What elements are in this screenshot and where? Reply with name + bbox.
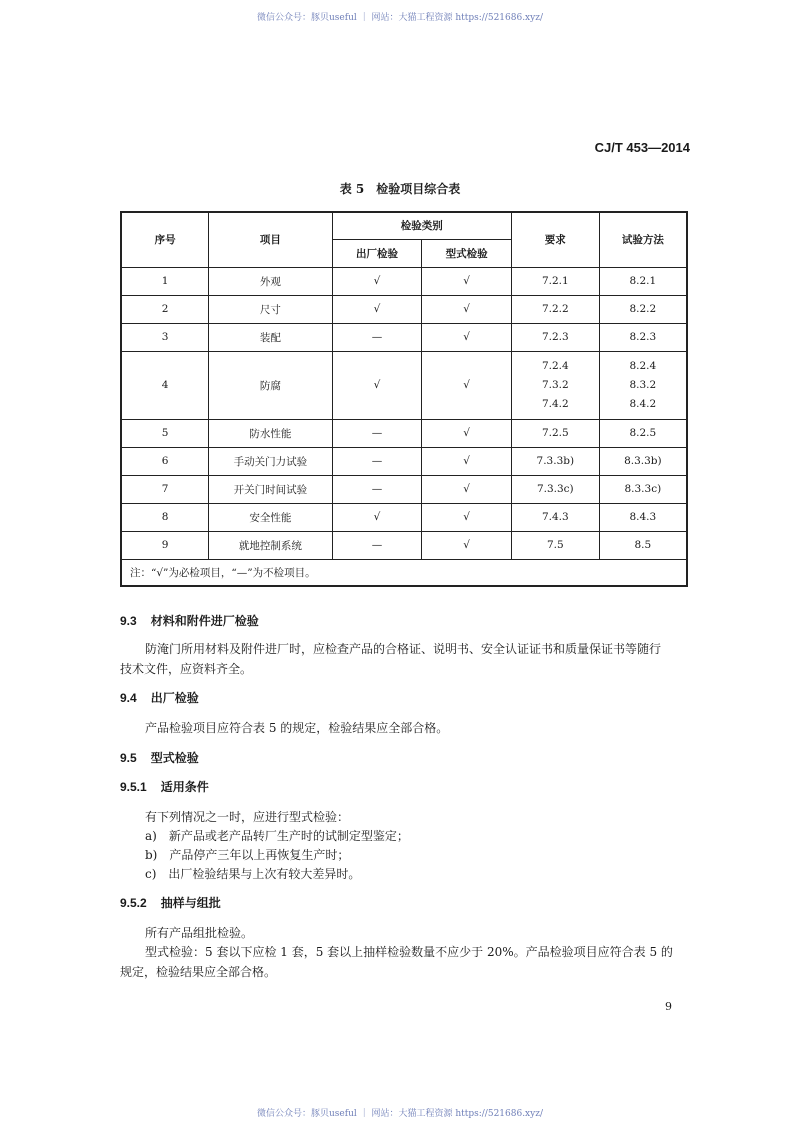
paragraph: 规定，检验结果应全部合格。: [120, 965, 277, 979]
cell-req: 7.2.4 7.3.2 7.4.2: [511, 351, 599, 419]
cell-req: 7.2.1: [511, 267, 599, 295]
table-row: [121, 475, 687, 503]
cell-method: 8.2.4 8.3.2 8.4.2: [599, 351, 687, 419]
page-number: 9: [665, 1000, 672, 1013]
section-9-5-heading: 9.5 型式检验: [120, 751, 199, 765]
cell-method: 8.2.1: [599, 267, 687, 295]
header-category: 检验类别: [332, 212, 511, 239]
cell-method: 8.2.2: [599, 295, 687, 323]
paragraph: 产品检验项目应符合表 5 的规定，检验结果应全部合格。: [145, 721, 449, 735]
cell-type: √: [422, 531, 512, 559]
cell-factory: √: [332, 267, 422, 295]
cell-req: 7.4.3: [511, 503, 599, 531]
cell-type: √: [422, 447, 512, 475]
header-req: 要求: [511, 212, 599, 267]
cell-req: 7.2.3: [511, 323, 599, 351]
cell-item: 防水性能: [209, 419, 332, 447]
cell-type: √: [422, 295, 512, 323]
cell-req: 7.5: [511, 531, 599, 559]
cell-method: 8.4.3: [599, 503, 687, 531]
table-row: [121, 531, 687, 559]
table-row: [121, 419, 687, 447]
cell-type: √: [422, 323, 512, 351]
cell-factory: —: [332, 531, 422, 559]
header-item: 项目: [209, 212, 332, 267]
inspection-table: [120, 211, 688, 587]
table-title: 表 5 检验项目综合表: [339, 182, 461, 196]
cell-no: 1: [121, 267, 209, 295]
cell-req: 7.3.3b): [511, 447, 599, 475]
standard-code: CJ/T 453—2014: [594, 140, 690, 155]
table-row: [121, 351, 687, 419]
cell-factory: —: [332, 475, 422, 503]
watermark-bottom: 微信公众号：豚贝useful ｜ 网站：大猫工程资源 https://521686.xyz/: [257, 1109, 543, 1119]
header-no: 序号: [121, 212, 209, 267]
cell-no: 8: [121, 503, 209, 531]
cell-no: 4: [121, 351, 209, 419]
cell-type: √: [422, 475, 512, 503]
cell-method: 8.5: [599, 531, 687, 559]
paragraph: 技术文件，应资料齐全。: [120, 662, 253, 676]
table-row: [121, 447, 687, 475]
table-row: [121, 267, 687, 295]
cell-req: 7.3.3c): [511, 475, 599, 503]
cell-factory: —: [332, 323, 422, 351]
cell-factory: —: [332, 447, 422, 475]
cell-no: 2: [121, 295, 209, 323]
header-method: 试验方法: [599, 212, 687, 267]
cell-no: 3: [121, 323, 209, 351]
cell-no: 7: [121, 475, 209, 503]
cell-item: 尺寸: [209, 295, 332, 323]
table-row: [121, 323, 687, 351]
cell-no: 9: [121, 531, 209, 559]
cell-method: 8.2.5: [599, 419, 687, 447]
section-9-3-heading: 9.3 材料和附件进厂检验: [120, 614, 259, 628]
cell-item: 防腐: [209, 351, 332, 419]
cell-no: 5: [121, 419, 209, 447]
cell-item: 手动关门力试验: [209, 447, 332, 475]
cell-type: √: [422, 419, 512, 447]
cell-factory: √: [332, 503, 422, 531]
cell-item: 就地控制系统: [209, 531, 332, 559]
table-row: [121, 503, 687, 531]
cell-item: 安全性能: [209, 503, 332, 531]
cell-method: 8.2.3: [599, 323, 687, 351]
paragraph: 型式检验：5 套以下应检 1 套，5 套以上抽样检验数量不应少于 20%。产品检验项目应符合表 5 的: [145, 945, 673, 959]
header-type: 型式检验: [422, 239, 512, 267]
cell-method: 8.3.3b): [599, 447, 687, 475]
watermark-top: 微信公众号：豚贝useful ｜ 网站：大猫工程资源 https://521686.xyz/: [257, 13, 543, 23]
section-9-5-2-heading: 9.5.2 抽样与组批: [120, 896, 221, 910]
list-item: b) 产品停产三年以上再恢复生产时；: [145, 848, 350, 862]
paragraph: 有下列情况之一时，应进行型式检验：: [145, 810, 350, 824]
header-factory: 出厂检验: [332, 239, 422, 267]
paragraph: 防淹门所用材料及附件进厂时，应检查产品的合格证、说明书、安全认证证书和质量保证书等随行: [145, 642, 662, 656]
table-note: 注：“√”为必检项目，“—”为不检项目。: [121, 559, 687, 586]
cell-factory: √: [332, 351, 422, 419]
cell-item: 开关门时间试验: [209, 475, 332, 503]
cell-type: √: [422, 267, 512, 295]
list-item: a) 新产品或老产品转厂生产时的试制定型鉴定；: [145, 829, 409, 843]
cell-factory: —: [332, 419, 422, 447]
table-row: [121, 295, 687, 323]
cell-type: √: [422, 351, 512, 419]
cell-req: 7.2.5: [511, 419, 599, 447]
cell-no: 6: [121, 447, 209, 475]
section-9-4-heading: 9.4 出厂检验: [120, 691, 199, 705]
cell-item: 外观: [209, 267, 332, 295]
cell-method: 8.3.3c): [599, 475, 687, 503]
cell-req: 7.2.2: [511, 295, 599, 323]
cell-type: √: [422, 503, 512, 531]
cell-item: 装配: [209, 323, 332, 351]
list-item: c) 出厂检验结果与上次有较大差异时。: [145, 867, 361, 881]
cell-factory: √: [332, 295, 422, 323]
section-9-5-1-heading: 9.5.1 适用条件: [120, 780, 209, 794]
paragraph: 所有产品组批检验。: [145, 926, 254, 940]
